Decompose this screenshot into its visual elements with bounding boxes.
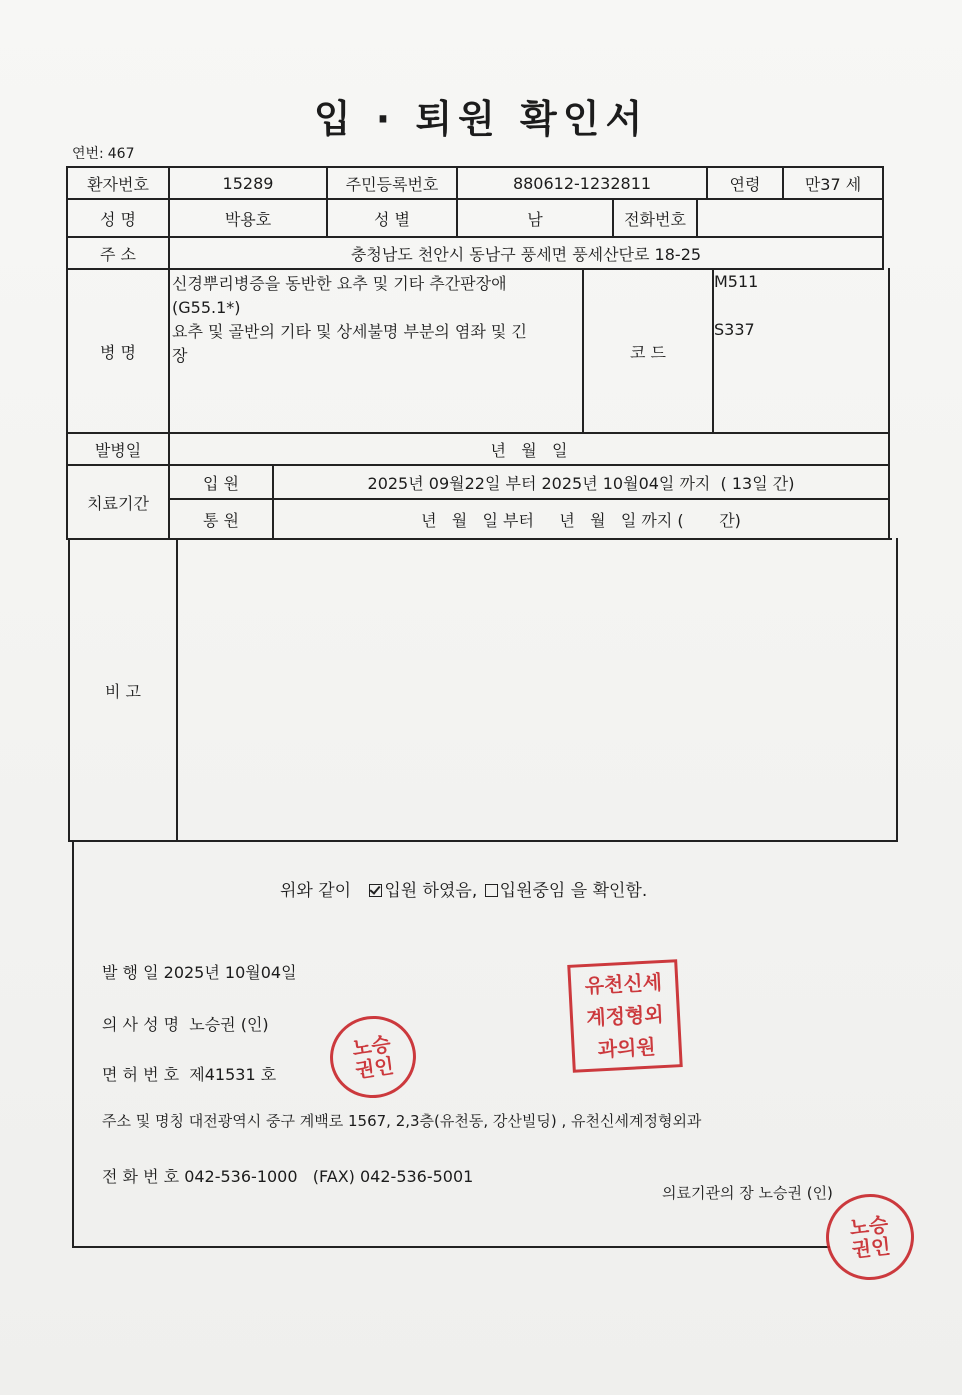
issue-date-value: 2025년 10월04일 — [163, 963, 297, 982]
checkbox-inpatient — [485, 884, 498, 897]
inpatient-period: 2025년 09월22일 부터 2025년 10월04일 까지 ( 13일 간) — [367, 473, 795, 493]
address-value: 충청남도 천안시 동남구 풍세면 풍세산단로 18-25 — [350, 244, 702, 264]
head-seal — [822, 1190, 919, 1285]
sex-value: 남 — [527, 209, 543, 229]
confirmation-prefix: 위와 같이 — [280, 881, 352, 901]
document-title: 입 · 퇴원 확인서 — [313, 97, 649, 141]
issue-date-label: 발 행 일 — [102, 963, 159, 982]
remarks-value — [180, 544, 890, 838]
inpatient-label: 입 원 — [203, 473, 239, 493]
head-seal-text: 노승권인 — [848, 1212, 892, 1262]
option-admitted: 입원 하였음, — [384, 881, 478, 901]
diagnosis-line-2: (G55.1*) — [172, 298, 241, 317]
treatment-label: 치료기간 — [87, 493, 149, 513]
sex-label: 성 별 — [374, 209, 410, 229]
option-inpatient: 입원중임 — [499, 881, 566, 901]
issuer-phone-label: 전 화 번 호 — [102, 1167, 180, 1186]
institution-value: 대전광역시 중구 계백로 1567, 2,3층(유천동, 강산빌딩) , 유천신세계정형외과 — [188, 1112, 702, 1130]
serial-value: 467 — [107, 146, 135, 162]
rrn-label: 주민등록번호 — [345, 174, 439, 194]
onset-value: 년 월 일 — [490, 440, 568, 460]
issue-date-line — [102, 960, 297, 983]
checkbox-admitted — [369, 884, 382, 897]
rrn-value: 880612-1232811 — [512, 173, 652, 193]
serial-label: 연번: — [72, 146, 104, 162]
age-label: 연령 — [729, 174, 761, 194]
doctor-seal-text: 노승권인 — [350, 1031, 396, 1083]
phone-value — [698, 200, 882, 236]
doctor-line — [102, 1012, 269, 1035]
serial-number — [68, 143, 135, 163]
confirmation-statement — [280, 876, 647, 901]
hospital-seal-text: 유천신세계정형외과의원 — [584, 970, 665, 1062]
phone-label: 전화번호 — [624, 209, 686, 229]
license-value: 제41531 호 — [189, 1065, 277, 1084]
confirmation-suffix: 을 확인함. — [570, 881, 648, 901]
name-label: 성 명 — [100, 209, 136, 229]
institution-line — [102, 1110, 701, 1131]
doctor-seal — [325, 1010, 422, 1103]
onset-label: 발병일 — [94, 440, 142, 460]
diagnosis-line-4: 장 — [172, 346, 188, 365]
diagnosis-line-3: 요추 및 골반의 기타 및 상세불명 부분의 염좌 및 긴 — [172, 322, 527, 341]
diagnosis-code-2: S337 — [714, 320, 755, 339]
diagnosis-text — [172, 272, 580, 368]
issuer-phone-value: 042-536-1000 (FAX) 042-536-5001 — [184, 1167, 474, 1186]
license-label: 면 허 번 호 — [102, 1065, 180, 1084]
name-value: 박용호 — [224, 209, 272, 229]
patient-id-value: 15289 — [222, 173, 274, 193]
license-line — [102, 1062, 276, 1085]
outpatient-label: 통 원 — [203, 510, 239, 530]
remarks-label: 비 고 — [105, 681, 141, 701]
address-label: 주 소 — [100, 244, 136, 264]
outpatient-period: 년 월 일 부터 년 월 일 까지 ( 간) — [421, 510, 741, 530]
phone-line — [102, 1164, 473, 1187]
age-value: 만37 세 — [804, 174, 862, 194]
diagnosis-codes — [714, 272, 758, 368]
code-label: 코 드 — [630, 342, 666, 362]
diagnosis-code-1: M511 — [714, 272, 759, 291]
diagnosis-label: 병 명 — [100, 342, 136, 362]
doctor-name: 노승권 (인) — [189, 1015, 269, 1034]
doctor-label: 의 사 성 명 — [102, 1015, 180, 1034]
patient-id-label: 환자번호 — [87, 174, 149, 194]
hospital-seal — [567, 959, 683, 1073]
institution-label: 주소 및 명칭 — [102, 1112, 184, 1130]
diagnosis-line-1: 신경뿌리병증을 동반한 요추 및 기타 추간판장애 — [172, 274, 507, 293]
head-of-institution: 의료기관의 장 노승권 (인) — [662, 1184, 833, 1202]
